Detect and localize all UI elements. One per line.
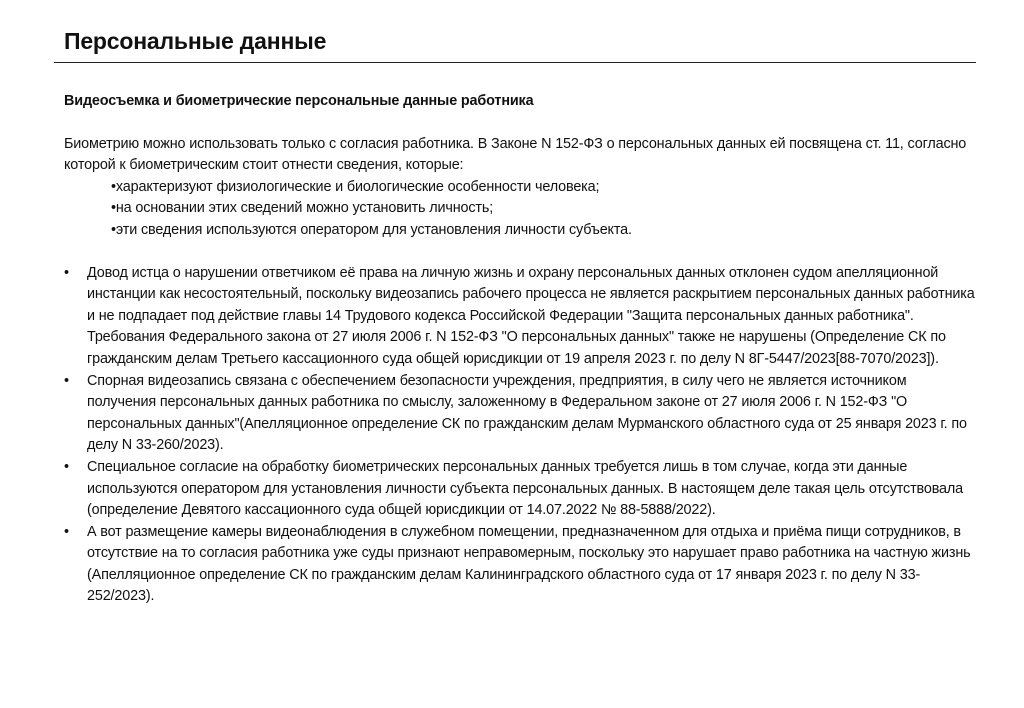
criteria-item: •эти сведения используются оператором для установления личности субъекта.	[111, 221, 632, 238]
case-text: Довод истца о нарушении ответчиком её права на личную жизнь и охрану персональных данных отклонен судом апелляционной инстанции как несостоятельный, поскольку видеозапись рабочего процесса не является раскрытием персональных данных работника и не подпадает под действие главы 14 Трудового кодекса Российской Федерации "Защита персональных данных работника". Требования Федерального закона от 27 июля 2006 г. N 152-ФЗ "О персональных данных" также не нарушены (Определение СК по гражданским делам Третьего кассационного суда общей юрисдикции от 19 апреля 2023 г. по делу N 8Г-5447/2023[88-7070/2023]).	[87, 264, 975, 367]
criteria-item: •на основании этих сведений можно установить личность;	[111, 200, 494, 217]
content-body	[64, 91, 976, 608]
section-heading: Видеосъемка и биометрические персональные данные работника	[64, 93, 534, 109]
case-item	[64, 457, 976, 522]
biometric-criteria-list	[64, 177, 976, 242]
case-item	[64, 371, 976, 457]
case-text: Спорная видеозапись связана с обеспечением безопасности учреждения, предприятия, в силу чего не является источником получения персональных данных работника по смыслу, заложенному в Федеральном законе от 27 июля 2006 г. N 152-ФЗ "О персональных данных"(Апелляционное определение СК по гражданским делам Мурманского областного суда от 25 января 2023 г. по делу N 33-260/2023).	[87, 372, 967, 454]
intro-paragraph: Биометрию можно использовать только с согласия работника. В Законе N 152-ФЗ о персональных данных ей посвящена ст. 11, согласно которой к биометрическим стоит отнести сведения, которые:	[64, 135, 967, 174]
case-text: Специальное согласие на обработку биометрических персональных данных требуется лишь в том случае, когда эти данные используются оператором для установления личности субъекта персональных данных. В настоящем деле такая цель отсутствовала (определение Девятого кассационного суда общей юрисдикции от 14.07.2022 № 88-5888/2022).	[87, 458, 964, 519]
bullet-icon: •	[64, 372, 69, 389]
bullet-icon: •	[64, 264, 69, 281]
case-item	[64, 522, 976, 608]
bullet-icon: •	[64, 523, 69, 540]
title-divider	[54, 62, 976, 63]
criteria-item: •характеризуют физиологические и биологические особенности человека;	[111, 178, 600, 195]
case-text: А вот размещение камеры видеонаблюдения в служебном помещении, предназначенном для отдыха и приёма пищи сотрудников, в отсутствие на то согласия работника уже суды признают неправомерным, поскольку это нарушает право работника на частную жизнь (Апелляционное определение СК по гражданским делам Калининградского областного суда от 17 января 2023 г. по делу N 33-252/2023).	[87, 523, 971, 605]
bullet-icon: •	[64, 458, 69, 475]
case-item	[64, 263, 976, 371]
page-title: Персональные данные	[64, 28, 327, 54]
court-cases-list	[64, 263, 976, 609]
